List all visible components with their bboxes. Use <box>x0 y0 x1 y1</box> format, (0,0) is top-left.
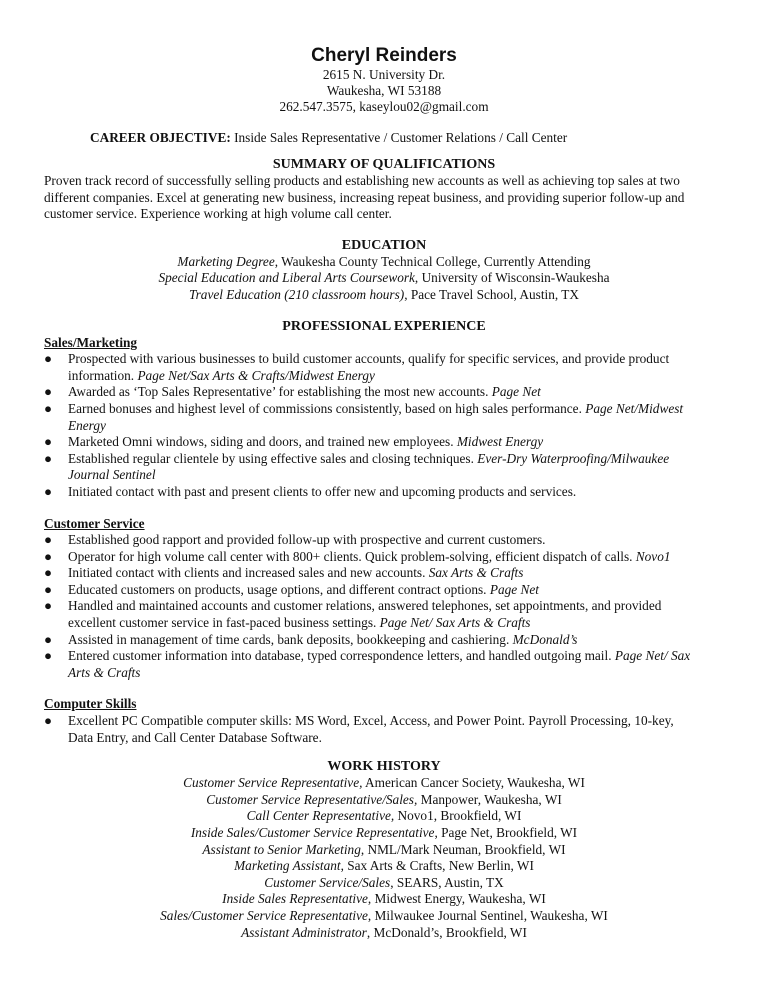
bullet-item <box>44 632 724 649</box>
bullet-text: Operator for high volume call center with 800+ clients. Quick problem-solving, efficient dispatch of calls. <box>68 548 636 564</box>
bullet-item <box>44 351 724 384</box>
employer-location: , Milwaukee Journal Sentinel, Waukesha, WI <box>367 907 608 923</box>
job-title: Sales/Customer Service Representative <box>160 907 368 923</box>
employer-location: , NML/Mark Neuman, Brookfield, WI <box>360 841 566 857</box>
candidate-name: Cheryl Reinders <box>311 45 457 66</box>
objective-label: CAREER OBJECTIVE: <box>90 130 231 145</box>
work-history-item <box>44 908 724 925</box>
employer-ref: Arts & Crafts <box>68 664 141 680</box>
summary-line: customer service. Experience working at high volume call center. <box>44 206 392 222</box>
bullet-list <box>44 713 724 746</box>
street-address: 2615 N. University Dr. <box>322 67 446 82</box>
employer-location: , McDonald’s, Brookfield, WI <box>366 924 527 940</box>
bullet-icon: ● <box>44 434 53 450</box>
bullet-item <box>44 434 724 451</box>
section-title: Customer Service <box>44 515 145 531</box>
city-state-zip: Waukesha, WI 53188 <box>326 83 442 98</box>
contact-line: 262.547.3575, kaseylou02@gmail.com <box>279 99 489 114</box>
job-title: Call Center Representative, <box>246 808 395 824</box>
work-history-item <box>44 891 724 908</box>
bullet-text: Excellent PC Compatible computer skills: MS Word, Excel, Access, and Power Point. Payroll Processing, 10-key, <box>68 713 674 729</box>
job-title: Customer Service Representative/Sales, <box>206 791 418 807</box>
employer-ref: Page Net <box>489 581 539 597</box>
summary-text <box>44 173 724 223</box>
bullet-icon: ● <box>44 631 53 647</box>
bullet-line <box>68 632 724 649</box>
employer-location: Manpower, Waukesha, WI <box>417 791 562 807</box>
education-item: Special Education and Liberal Arts Coursework, University of Wisconsin-Waukesha <box>158 270 610 286</box>
employer-ref: Page Net/Midwest <box>585 400 684 416</box>
employer-location: Novo1, Brookfield, WI <box>394 808 522 824</box>
bullet-text: Entered customer information into database, typed correspondence letters, and handled outgoing mail. <box>68 648 615 664</box>
bullet-text: Prospected with various businesses to build customer accounts, qualify for specific services, and provide product <box>68 351 670 367</box>
bullet-text: Awarded as ‘Top Sales Representative’ for establishing the most new accounts. <box>68 384 492 400</box>
employer-location: , SEARS, Austin, TX <box>390 874 504 890</box>
employer-ref: Ever-Dry Waterproofing/Milwaukee <box>477 450 670 466</box>
employer-location: , Sax Arts & Crafts, New Berlin, WI <box>340 858 534 874</box>
employer-ref: Novo1 <box>635 548 671 564</box>
bullet-icon: ● <box>44 581 53 597</box>
employer-ref: Midwest Energy <box>456 434 544 450</box>
work-history-item <box>44 842 724 859</box>
bullet-text: Initiated contact with past and present clients to offer new and upcoming products and services. <box>68 483 577 499</box>
work-history-item <box>44 792 724 809</box>
summary-line: different companies. Excel at generating new business, increasing repeat business, and providing superior follow-up and <box>44 189 685 205</box>
bullet-line <box>68 713 724 730</box>
bullet-icon: ● <box>44 532 53 548</box>
bullet-icon: ● <box>44 565 53 581</box>
bullet-line <box>68 665 724 682</box>
bullet-line <box>68 384 724 401</box>
work-history-heading: WORK HISTORY <box>327 759 441 775</box>
bullet-line <box>68 598 724 615</box>
bullet-text: Data Entry, and Call Center Database Software. <box>68 729 322 745</box>
bullet-item <box>44 582 724 599</box>
employer-ref: Sax Arts & Crafts <box>428 565 524 581</box>
bullet-line <box>68 368 724 385</box>
summary-heading: SUMMARY OF QUALIFICATIONS <box>272 157 496 172</box>
bullet-line <box>68 351 724 368</box>
bullet-icon: ● <box>44 450 53 466</box>
bullet-line <box>68 549 724 566</box>
experience-heading: PROFESSIONAL EXPERIENCE <box>282 318 486 334</box>
bullet-text: Educated customers on products, usage options, and different contract options. <box>68 581 490 597</box>
bullet-icon: ● <box>44 713 53 729</box>
bullet-item <box>44 451 724 484</box>
bullet-item <box>44 401 724 434</box>
section-title: Computer Skills <box>44 696 137 712</box>
bullet-text: Established good rapport and provided follow-up with prospective and current customers. <box>68 532 546 548</box>
section-title: Sales/Marketing <box>44 334 138 350</box>
bullet-item <box>44 713 724 746</box>
employer-ref: Page Net/Sax Arts & Crafts/Midwest Energy <box>137 367 375 383</box>
bullet-icon: ● <box>44 548 53 564</box>
job-title: Inside Sales Representative <box>222 891 368 907</box>
bullet-item <box>44 648 724 681</box>
job-title: Marketing Assistant <box>234 858 341 874</box>
bullet-item <box>44 565 724 582</box>
employer-location: , Page Net, Brookfield, WI <box>434 825 578 840</box>
bullet-text: excellent customer service in fast-paced business settings. <box>68 615 380 631</box>
work-history-item <box>44 858 724 875</box>
bullet-text: Assisted in management of time cards, bank deposits, bookkeeping and cashiering. <box>68 631 513 647</box>
employer-ref: Page Net/ Sax Arts & Crafts <box>379 615 531 631</box>
bullet-icon: ● <box>44 400 53 416</box>
employer-ref: McDonald’s <box>512 631 578 647</box>
work-history-item <box>44 825 724 842</box>
bullet-line <box>68 532 724 549</box>
bullet-item <box>44 532 724 549</box>
bullet-item <box>44 484 724 501</box>
work-history-list <box>44 775 724 941</box>
bullet-item <box>44 549 724 566</box>
bullet-line <box>68 615 724 632</box>
bullet-line <box>68 648 724 665</box>
summary-line: Proven track record of successfully selling products and establishing new accounts as well as achieving top sales at two <box>44 173 680 188</box>
experience-section <box>44 516 724 682</box>
resume-page <box>44 45 724 941</box>
bullet-text: Marketed Omni windows, siding and doors, and trained new employees. <box>68 434 457 450</box>
bullet-text: Established regular clientele by using effective sales and closing techniques. <box>68 450 478 466</box>
bullet-line <box>68 467 724 484</box>
education-heading: EDUCATION <box>341 237 427 253</box>
bullet-icon: ● <box>44 483 53 499</box>
experience-sections <box>44 335 724 747</box>
job-title: Assistant to Senior Marketing <box>202 841 361 857</box>
bullet-text: information. <box>68 367 138 383</box>
objective-text: Inside Sales Representative / Customer Relations / Call Center <box>230 130 568 145</box>
bullet-list <box>44 351 724 500</box>
bullet-text: Earned bonuses and highest level of commissions consistently, based on high sales performance. <box>68 400 586 416</box>
work-history-item <box>44 775 724 792</box>
experience-section <box>44 696 724 746</box>
bullet-line <box>68 418 724 435</box>
employer-ref: Page Net <box>491 384 541 400</box>
bullet-text: Handled and maintained accounts and customer relations, answered telephones, set appointments, and provided <box>68 598 662 614</box>
bullet-icon: ● <box>44 384 53 400</box>
employer-location: American Cancer Society, Waukesha, WI <box>362 775 585 791</box>
bullet-icon: ● <box>44 351 53 367</box>
bullet-line <box>68 565 724 582</box>
employer-ref: Journal Sentinel <box>68 467 156 483</box>
job-title: Inside Sales/Customer Service Representative <box>190 825 435 840</box>
bullet-line <box>68 434 724 451</box>
bullet-list <box>44 532 724 681</box>
job-title: Customer Service Representative, <box>183 775 363 791</box>
bullet-line <box>68 730 724 747</box>
bullet-line <box>68 484 724 501</box>
work-history-item <box>44 808 724 825</box>
education-item: Travel Education (210 classroom hours), Pace Travel School, Austin, TX <box>188 286 580 302</box>
experience-section <box>44 335 724 501</box>
career-objective <box>44 130 724 146</box>
employer-ref: Energy <box>68 417 106 433</box>
work-history-item <box>44 925 724 942</box>
job-title: Customer Service/Sales <box>264 874 391 890</box>
employer-ref: Page Net/ Sax <box>614 648 691 664</box>
bullet-item <box>44 598 724 631</box>
bullet-text: Initiated contact with clients and increased sales and new accounts. <box>68 565 429 581</box>
bullet-icon: ● <box>44 648 53 664</box>
work-history-item <box>44 875 724 892</box>
employer-location: , Midwest Energy, Waukesha, WI <box>367 891 546 907</box>
bullet-line <box>68 401 724 418</box>
job-title: Assistant Administrator <box>241 924 367 940</box>
bullet-line <box>68 582 724 599</box>
bullet-line <box>68 451 724 468</box>
bullet-item <box>44 384 724 401</box>
education-item: Marketing Degree, Waukesha County Technical College, Currently Attending <box>177 253 591 269</box>
bullet-icon: ● <box>44 598 53 614</box>
